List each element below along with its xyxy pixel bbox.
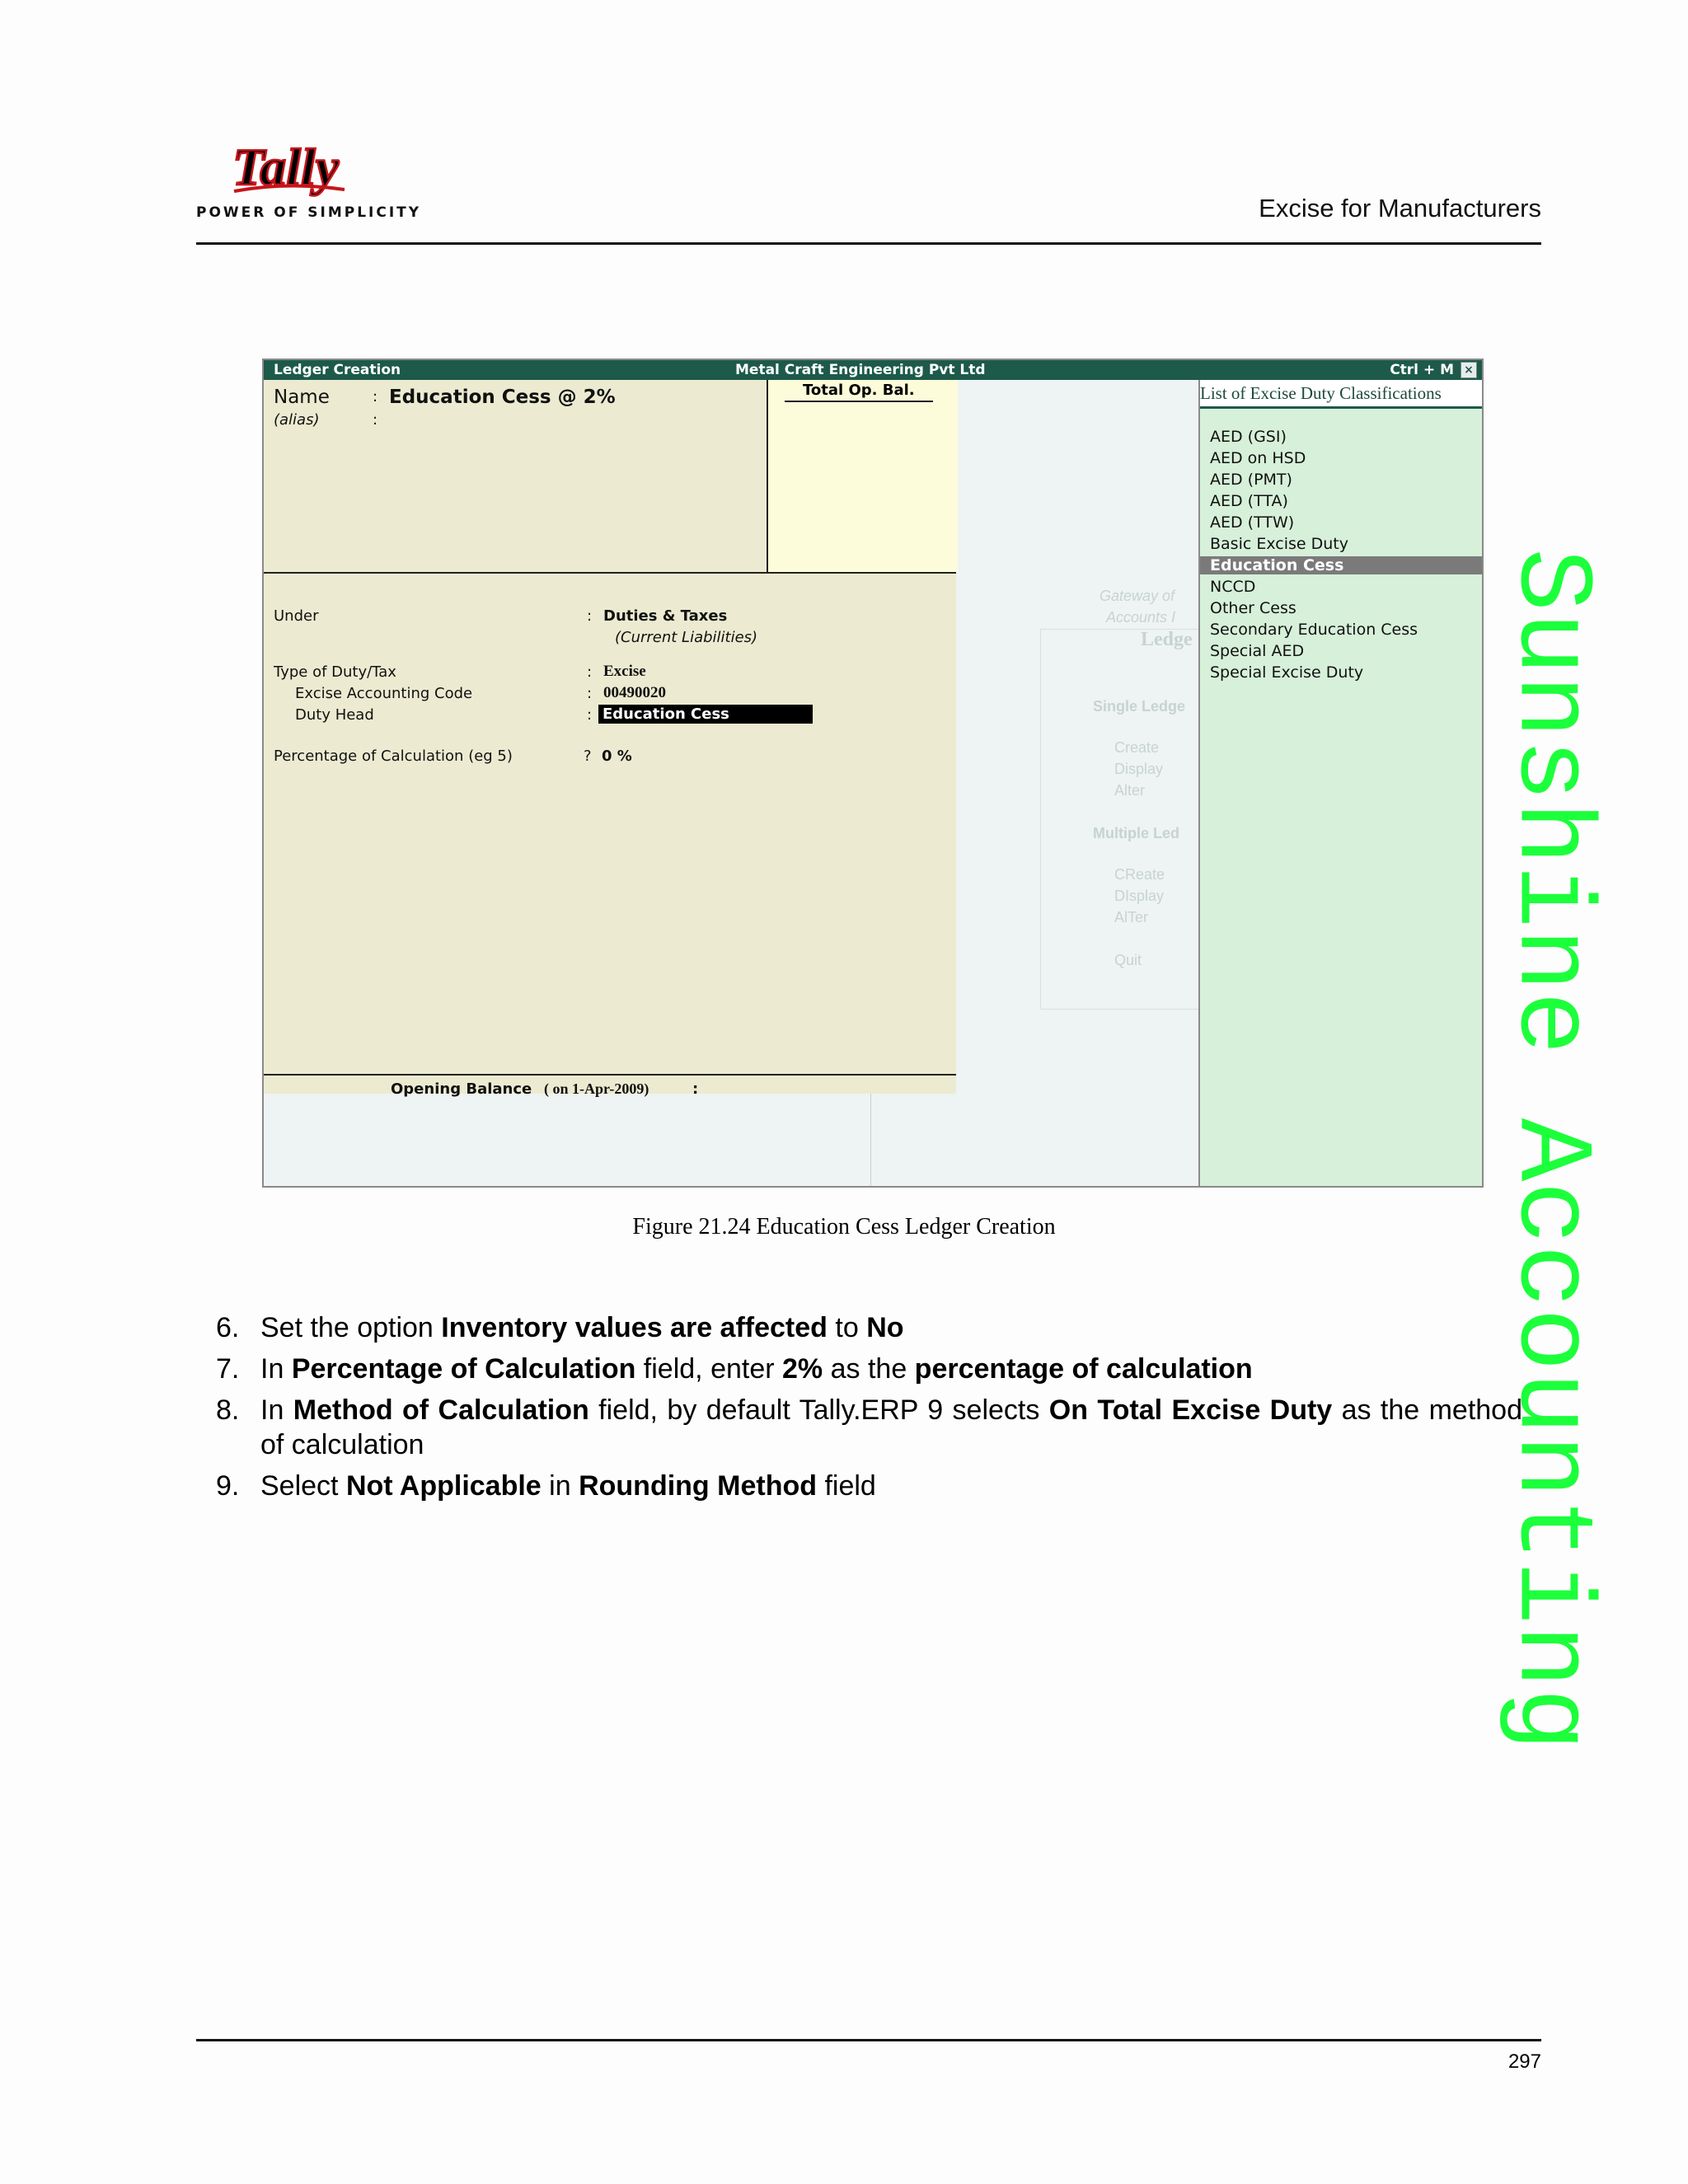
under-colon: : — [587, 607, 593, 625]
section-title: Excise for Manufacturers — [1259, 194, 1541, 223]
tally-logo — [196, 132, 422, 231]
instruction-steps — [216, 1310, 1522, 1510]
gateway-multiple: Multiple Led — [1093, 825, 1179, 841]
step-bold: percentage of calculation — [914, 1353, 1253, 1385]
list-item-selected[interactable]: Education Cess — [1200, 556, 1484, 574]
gateway-single: Single Ledge — [1093, 698, 1186, 715]
step-number: 8. — [216, 1394, 240, 1426]
list-item[interactable]: Special AED — [1210, 642, 1305, 660]
lower-pane-divider — [870, 1094, 871, 1186]
title-bar — [264, 360, 1482, 380]
svg-text:Tally: Tally — [232, 138, 340, 196]
tally-screenshot — [262, 359, 1484, 1188]
excise-code-field[interactable]: 00490020 — [603, 684, 666, 701]
head-colon: : — [587, 706, 593, 724]
form-divider — [264, 572, 956, 574]
step-item — [216, 1352, 1522, 1386]
step-item — [216, 1310, 1522, 1345]
under-label: Under — [274, 607, 319, 625]
list-item[interactable]: AED (TTW) — [1210, 513, 1295, 532]
step-item — [216, 1469, 1522, 1503]
company-name: Metal Craft Engineering Pvt Ltd — [735, 362, 986, 378]
percentage-field[interactable]: 0 % — [602, 748, 632, 765]
step-text: as the method of calculation — [260, 1394, 1522, 1460]
gateway-m-alter[interactable]: AlTer — [1114, 909, 1149, 926]
percentage-label: Percentage of Calculation (eg 5) — [274, 748, 513, 765]
shortcut-hint[interactable]: Ctrl + M — [1390, 362, 1454, 378]
under-group-note: (Current Liabilities) — [615, 629, 758, 646]
gateway-line1: Gateway of — [1100, 588, 1175, 604]
gateway-create[interactable]: Create — [1114, 739, 1160, 756]
step-text: in — [541, 1470, 579, 1502]
list-item[interactable]: Other Cess — [1210, 599, 1296, 617]
excise-duty-classification-list — [1198, 380, 1484, 1186]
step-bold: No — [866, 1312, 904, 1343]
name-colon: : — [373, 388, 378, 405]
step-text: Select — [260, 1470, 346, 1502]
step-bold: Not Applicable — [345, 1470, 542, 1502]
step-text: Set the option — [260, 1312, 442, 1343]
figure-caption: Figure 21.24 Education Cess Ledger Creation — [632, 1214, 1056, 1240]
list-item[interactable]: AED (PMT) — [1210, 471, 1292, 489]
header-rule — [196, 242, 1541, 245]
ledger-form — [264, 380, 956, 1098]
opening-balance-label: Opening Balance — [391, 1080, 532, 1098]
step-text: In — [260, 1394, 293, 1426]
step-text: In — [260, 1353, 292, 1385]
close-icon[interactable]: × — [1461, 362, 1477, 378]
under-field[interactable]: Duties & Taxes — [603, 607, 728, 625]
excise-code-label: Excise Accounting Code — [295, 685, 473, 702]
watermark-text: Sunshine Accounting — [1489, 548, 1610, 1751]
opening-balance-colon[interactable]: : — [692, 1080, 699, 1098]
step-text: as the — [823, 1353, 915, 1385]
name-field[interactable]: Education Cess @ 2% — [389, 387, 616, 408]
gateway-heading: Ledge — [1141, 629, 1193, 650]
step-text: field, by default Tally.ERP 9 selects — [588, 1394, 1049, 1426]
step-bold: On Total Excise Duty — [1048, 1394, 1333, 1426]
type-of-duty-field[interactable]: Excise — [603, 663, 646, 680]
step-bold: Inventory values are affected — [441, 1312, 828, 1343]
step-number: 9. — [216, 1470, 240, 1502]
logo-tagline: POWER OF SIMPLICITY — [196, 204, 422, 221]
list-item[interactable]: AED on HSD — [1210, 449, 1306, 467]
list-title: List of Excise Duty Classifications — [1200, 380, 1484, 409]
gateway-quit[interactable]: Quit — [1114, 952, 1142, 968]
alias-label: (alias) — [274, 411, 320, 429]
list-item[interactable]: NCCD — [1210, 578, 1256, 596]
list-item[interactable]: Secondary Education Cess — [1210, 621, 1418, 639]
duty-head-field[interactable]: Education Cess — [598, 705, 813, 724]
duty-head-label: Duty Head — [295, 706, 374, 724]
list-item[interactable]: Basic Excise Duty — [1210, 535, 1348, 553]
list-item[interactable]: AED (GSI) — [1210, 428, 1287, 446]
step-bold: Percentage of Calculation — [291, 1353, 636, 1385]
step-text: field — [817, 1470, 876, 1502]
type-of-duty-label: Type of Duty/Tax — [274, 663, 396, 681]
name-label: Name — [274, 387, 330, 408]
window-title: Ledger Creation — [274, 362, 401, 378]
step-bold: Rounding Method — [579, 1470, 817, 1502]
gateway-display[interactable]: Display — [1114, 761, 1164, 777]
opening-balance-divider — [264, 1074, 956, 1076]
gateway-m-display[interactable]: DIsplay — [1114, 888, 1165, 904]
step-number: 7. — [216, 1353, 240, 1385]
step-bold: 2% — [782, 1353, 823, 1385]
gateway-alter[interactable]: Alter — [1114, 782, 1146, 799]
total-op-bal-label: Total Op. Bal. — [785, 382, 933, 402]
list-item[interactable]: Special Excise Duty — [1210, 663, 1364, 682]
footer-rule — [196, 2039, 1541, 2041]
step-bold: Method of Calculation — [293, 1394, 589, 1426]
list-item[interactable]: AED (TTA) — [1210, 492, 1288, 510]
step-item — [216, 1393, 1522, 1462]
alias-colon: : — [373, 411, 378, 429]
gateway-line2: Accounts I — [1106, 609, 1176, 626]
percentage-separator: ? — [584, 748, 592, 765]
code-colon: : — [587, 685, 593, 702]
total-opening-balance-box — [767, 380, 958, 572]
step-text: to — [827, 1312, 867, 1343]
gateway-m-create[interactable]: CReate — [1114, 866, 1165, 883]
step-text: field, enter — [635, 1353, 783, 1385]
page-number: 297 — [1507, 2050, 1541, 2073]
step-number: 6. — [216, 1312, 240, 1343]
type-colon: : — [587, 663, 593, 681]
opening-balance-date: ( on 1-Apr-2009) — [544, 1080, 649, 1097]
tally-logo-mark — [229, 132, 353, 202]
